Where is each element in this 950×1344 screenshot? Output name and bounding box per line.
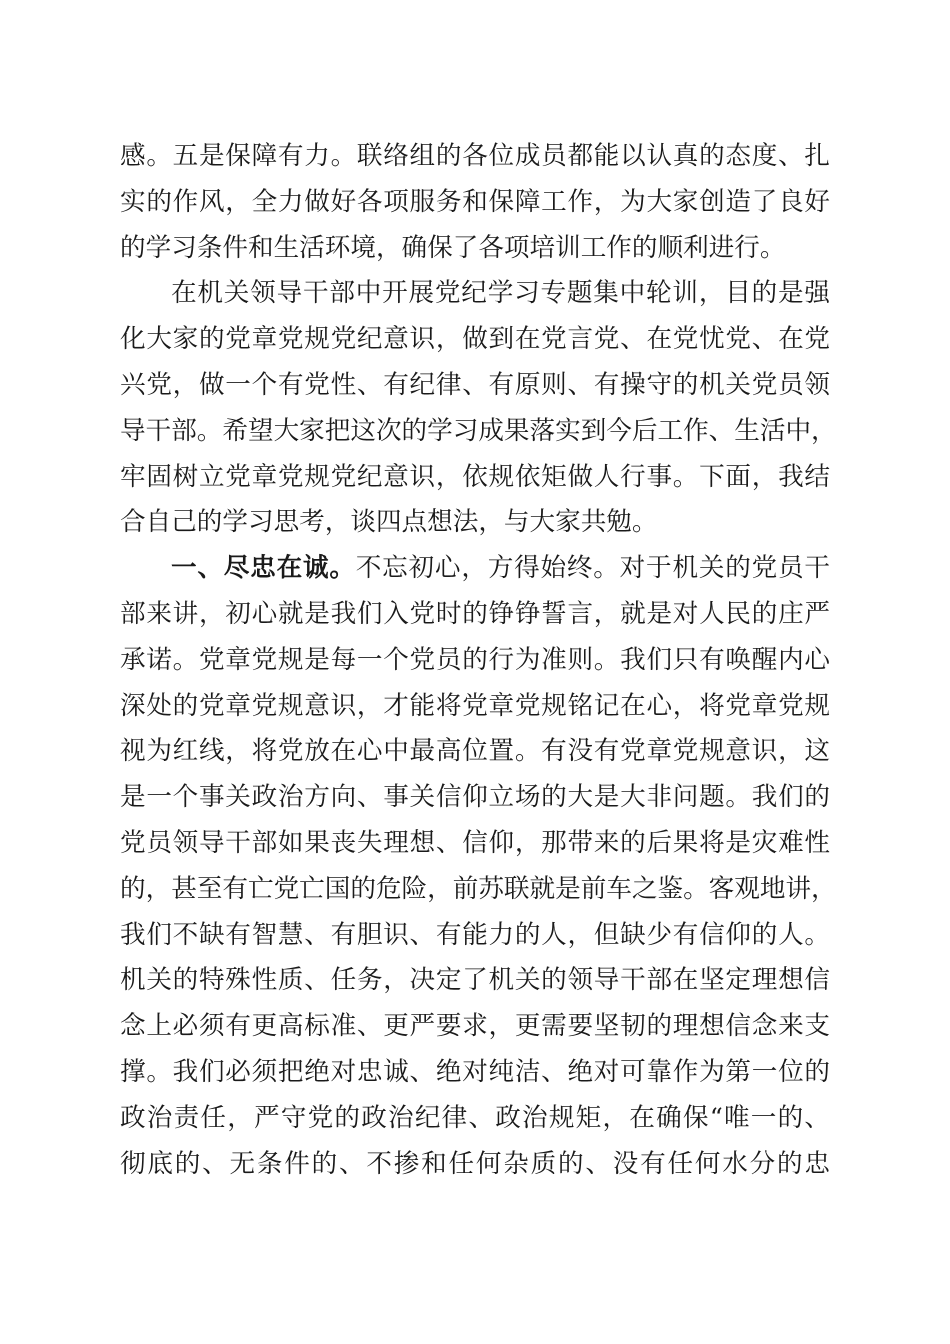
text-line: 合自己的学习思考，谈四点想法，与大家共勉。 <box>120 507 658 538</box>
paragraph-3 <box>120 546 837 1187</box>
text-line: 化大家的党章党规党纪意识，做到在党言党、在党忧党、在党 <box>120 324 830 355</box>
text-line: 兴党，做一个有党性、有纪律、有原则、有操守的机关党员领 <box>120 369 830 400</box>
text-line: 我们不缺有智慧、有胆识、有能力的人，但缺少有信仰的人。 <box>120 919 830 950</box>
text-line: 撑。我们必须把绝对忠诚、绝对纯洁、绝对可靠作为第一位的 <box>120 1056 830 1087</box>
text-line: 的，甚至有亡党亡国的危险，前苏联就是前车之鉴。客观地讲， <box>120 873 837 904</box>
text-line: 感。五是保障有力。联络组的各位成员都能以认真的态度、扎 <box>120 141 830 171</box>
text-line <box>120 546 830 592</box>
text-line: 深处的党章党规意识，才能将党章党规铭记在心，将党章党规 <box>120 690 830 721</box>
document-body <box>120 134 837 1187</box>
text-line: 念上必须有更高标准、更严要求，更需要坚韧的理想信念来支 <box>120 1011 830 1042</box>
text-line: 在机关领导干部中开展党纪学习专题集中轮训，目的是强 <box>171 278 830 309</box>
text-line: 机关的特殊性质、任务，决定了机关的领导干部在坚定理想信 <box>120 965 830 996</box>
text-line: 政治责任，严守党的政治纪律、政治规矩，在确保“唯一的、 <box>120 1102 830 1133</box>
text-line: 承诺。党章党规是每一个党员的行为准则。我们只有唤醒内心 <box>120 644 830 675</box>
text-line: 实的作风，全力做好各项服务和保障工作，为大家创造了良好 <box>120 186 830 217</box>
section-heading: 一、尽忠在诚。 <box>171 553 356 584</box>
paragraph-1 <box>120 134 830 271</box>
text-line: 牢固树立党章党规党纪意识，依规依矩做人行事。下面，我结 <box>120 461 830 492</box>
text-line: 彻底的、无条件的、不掺和任何杂质的、没有任何水分的忠 <box>120 1148 830 1179</box>
text-line: 视为红线，将党放在心中最高位置。有没有党章党规意识，这 <box>120 736 830 767</box>
text-line: 导干部。希望大家把这次的学习成果落实到今后工作、生活中， <box>120 415 837 446</box>
text-line-rest: 不忘初心，方得始终。对于机关的党员干 <box>355 553 830 584</box>
text-line: 的学习条件和生活环境，确保了各项培训工作的顺利进行。 <box>120 232 786 263</box>
text-line: 是一个事关政治方向、事关信仰立场的大是大非问题。我们的 <box>120 782 830 813</box>
text-line: 党员领导干部如果丧失理想、信仰，那带来的后果将是灾难性 <box>120 827 830 858</box>
paragraph-2 <box>120 271 837 546</box>
text-line: 部来讲，初心就是我们入党时的铮铮誓言，就是对人民的庄严 <box>120 598 830 629</box>
